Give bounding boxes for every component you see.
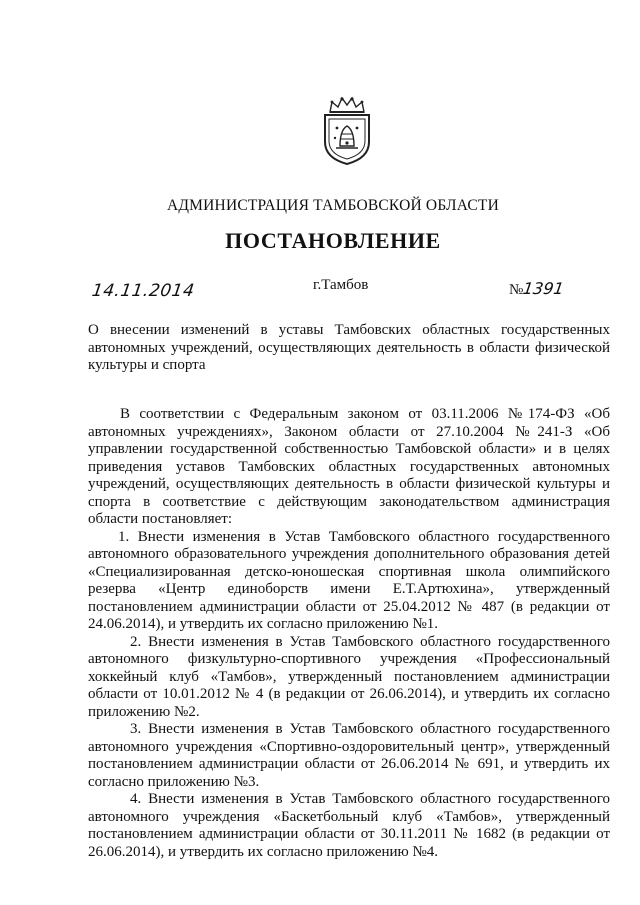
body-item-4: 4. Внести изменения в Устав Тамбовского областного государственного автономного учреждения «Баскетбольный клуб «Тамбов», утвержденный постановлением администрации области от 30.11.2011 № 1682 (в редакции от 26.06.2014), и утвердить их согласно приложению №4. (88, 791, 610, 860)
organization-title: АДМИНИСТРАЦИЯ ТАМБОВСКОЙ ОБЛАСТИ (167, 197, 499, 214)
number-prefix: № (509, 282, 524, 298)
number-value: 1391 (521, 279, 566, 298)
body-intro: В соответствии с Федеральным законом от 03.11.2006 №174-ФЗ «Об автономных учреждениях», Законом области от 27.10.2004 №241-З «Об управлении государственной собственностью Тамбовской области» и в целях приведения уставов Тамбовских областных государственных автономных учреждений, осуществляющих деятельность в области физической культуры и спорта в соответствие с действующим законодательством администрация области постановляет: (88, 406, 610, 527)
body-item-2: 2. Внести изменения в Устав Тамбовского областного государственного автономного физкультурно-спортивного учреждения «Профессиональный хоккейный клуб «Тамбов», утвержденный постановлением администрации области от 10.01.2012 № 4 (в редакции от 26.06.2014), и утвердить их согласно приложению №2. (88, 633, 610, 720)
body-item-3: 3. Внести изменения в Устав Тамбовского областного государственного автономного учреждения «Спортивно-оздоровительный центр», утвержденный постановлением администрации области от 26.06.2014 № 691, и утвердить их согласно приложению №3. (88, 721, 610, 790)
document-number (509, 279, 564, 299)
document-body (88, 406, 610, 861)
document-type: ПОСТАНОВЛЕНИЕ (225, 228, 441, 253)
body-item-1: 1. Внести изменения в Устав Тамбовского областного государственного автономного образовательного учреждения дополнительного образования детей «Специализированная детско-юношеская спортивная школа олимпийского резерва «Центр единоборств имени Е.Т.Артюхина», утвержденный постановлением администрации области от 25.04.2012 № 487 (в редакции от 24.06.2014), и утвердить их согласно приложению №1. (88, 528, 610, 632)
tambov-coat-of-arms-icon (318, 96, 376, 166)
document-date: 14.11.2014 (90, 281, 196, 301)
document-subject: О внесении изменений в уставы Тамбовских областных государственных автономных учреждений, осуществляющих деятельность в области физической культуры и спорта (88, 322, 610, 373)
document-city: г.Тамбов (313, 277, 369, 293)
